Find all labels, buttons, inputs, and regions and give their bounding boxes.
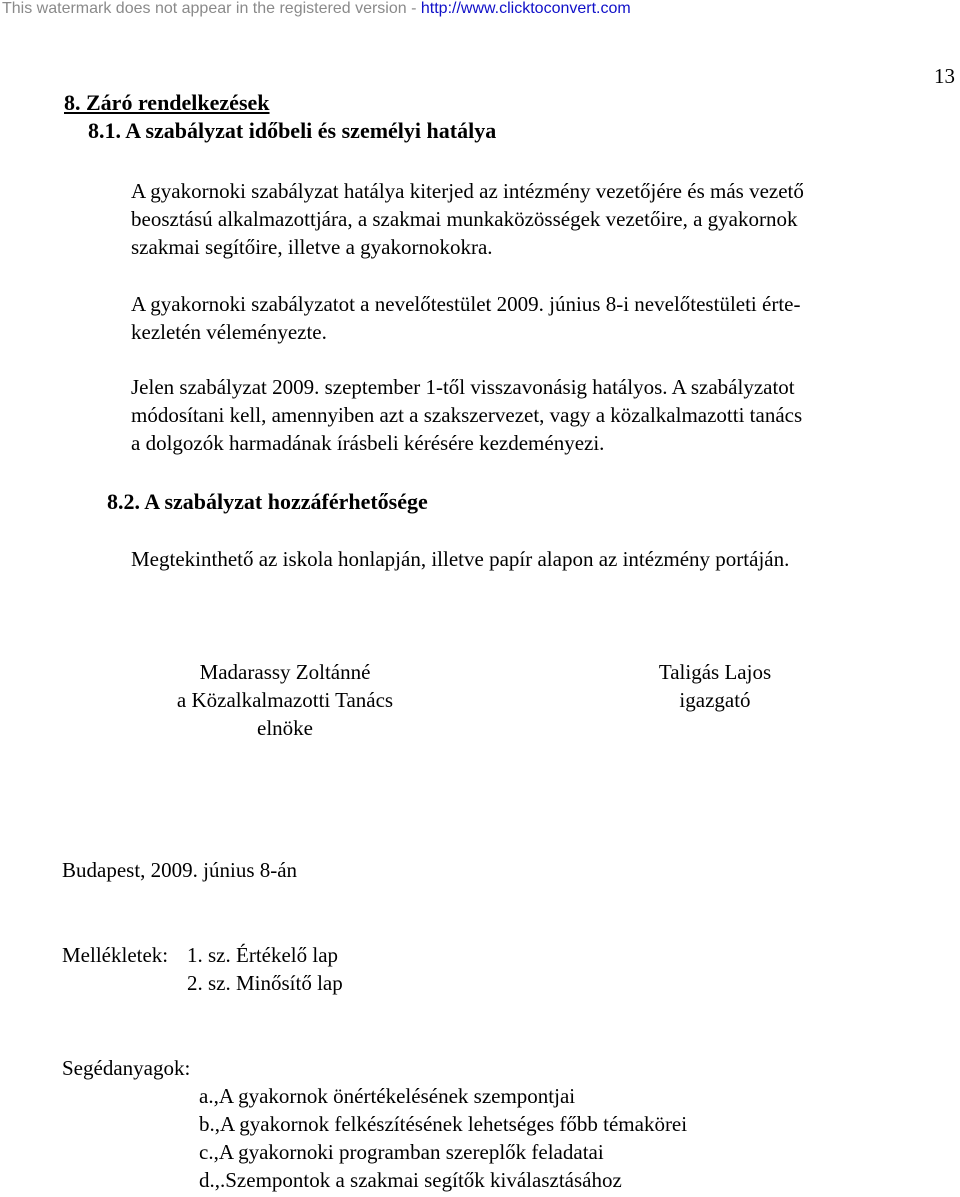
watermark: [2, 0, 631, 18]
signature-role: igazgató: [679, 688, 751, 712]
signature-role: elnöke: [257, 716, 313, 740]
paragraph-validity: [131, 373, 802, 457]
attachment-item: 1. sz. Értékelő lap: [187, 943, 339, 967]
watermark-text: This watermark does not appear in the registered version -: [2, 0, 421, 17]
paragraph-line: A gyakornoki szabályzatot a nevelőtestület 2009. június 8-i nevelőtestületi érte-: [131, 292, 801, 316]
material-item: b.,A gyakornok felkészítésének lehetséges főbb témakörei: [199, 1112, 688, 1136]
attachment-item: 2. sz. Minősítő lap: [187, 971, 343, 995]
paragraph-line: beosztású alkalmazottjára, a szakmai munkaközösségek vezetőire, a gyakornok: [131, 207, 798, 231]
paragraph-approval: [131, 290, 800, 346]
material-item: d.,.Szempontok a szakmai segítők kiválasztásához: [199, 1168, 622, 1192]
paragraph-scope: [131, 177, 804, 261]
watermark-link[interactable]: http://www.clicktoconvert.com: [420, 0, 631, 17]
materials-label: Segédanyagok:: [62, 1056, 191, 1080]
place-date: Budapest, 2009. június 8-án: [62, 858, 298, 882]
paragraph-line: Jelen szabályzat 2009. szeptember 1-től visszavonásig hatályos. A szabályzatot: [131, 375, 795, 399]
signature-left: [150, 658, 420, 742]
attachments-label: Mellékletek:: [62, 943, 169, 967]
signature-title: a Közalkalmazotti Tanács: [176, 688, 394, 712]
paragraph-line: A gyakornoki szabályzat hatálya kiterjed az intézmény vezetőjére és más vezető: [131, 179, 804, 203]
subsection-heading-8-1: 8.1. A szabályzat időbeli és személyi hatálya: [88, 118, 497, 143]
material-item: a.,A gyakornok önértékelésének szempontjai: [199, 1084, 576, 1108]
subsection-heading-8-2: 8.2. A szabályzat hozzáférhetősége: [107, 489, 428, 514]
page-number: 13: [934, 64, 955, 88]
paragraph-line: szakmai segítőire, illetve a gyakornokokra.: [131, 235, 493, 259]
signature-right: [600, 658, 830, 714]
paragraph-availability: Megtekinthető az iskola honlapján, illetve papír alapon az intézmény portáján.: [131, 547, 790, 571]
material-item: c.,A gyakornoki programban szereplők feladatai: [199, 1140, 604, 1164]
signature-name: Taligás Lajos: [658, 660, 772, 684]
paragraph-line: kezletén véleményezte.: [131, 320, 327, 344]
paragraph-line: módosítani kell, amennyiben azt a szakszervezet, vagy a közalkalmazotti tanács: [131, 403, 803, 427]
signature-name: Madarassy Zoltánné: [199, 660, 371, 684]
paragraph-line: a dolgozók harmadának írásbeli kérésére kezdeményezi.: [131, 431, 605, 455]
section-heading: 8. Záró rendelkezések: [64, 90, 270, 115]
materials-list: [199, 1082, 687, 1194]
attachments-list: [187, 941, 343, 997]
